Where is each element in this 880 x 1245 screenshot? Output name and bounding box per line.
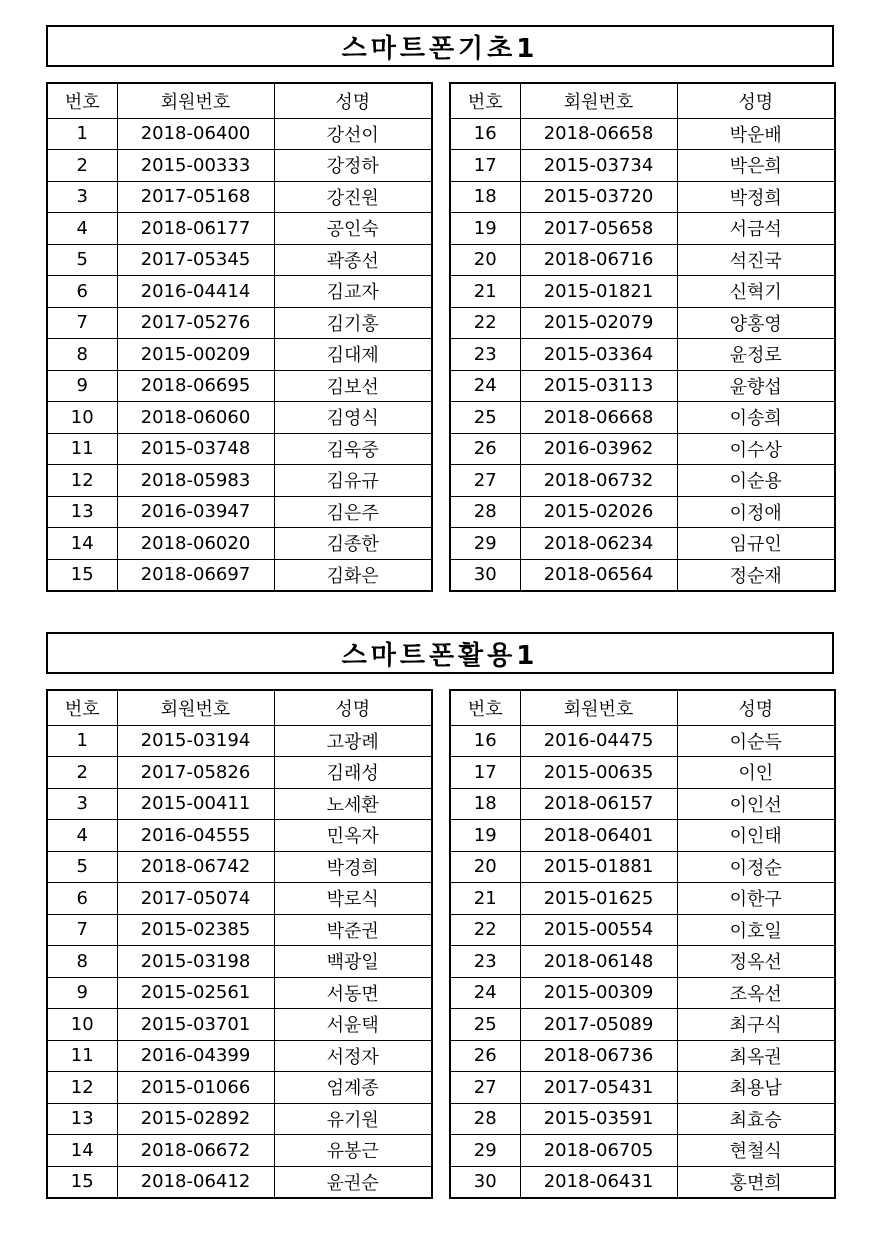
cell-member-id: 2017-05074: [117, 883, 274, 915]
cell-name: 이수상: [677, 433, 835, 465]
cell-name: 최옥권: [677, 1040, 835, 1072]
table-row: [47, 725, 432, 757]
cell-member-id: 2018-06157: [520, 788, 677, 820]
table-row: [47, 851, 432, 883]
cell-name: 이순득: [677, 725, 835, 757]
cell-name: 김종한: [274, 528, 432, 560]
table-row: [47, 1009, 432, 1041]
table-row: [450, 244, 835, 276]
cell-member-id: 2018-06658: [520, 118, 677, 150]
cell-member-id: 2015-02026: [520, 496, 677, 528]
header-name: 성명: [274, 83, 432, 118]
cell-member-id: 2015-03720: [520, 181, 677, 213]
table-row: [47, 465, 432, 497]
cell-member-id: 2018-06401: [520, 820, 677, 852]
cell-name: 노세환: [274, 788, 432, 820]
cell-member-id: 2017-05089: [520, 1009, 677, 1041]
cell-number: 12: [47, 1072, 117, 1104]
cell-number: 12: [47, 465, 117, 497]
cell-member-id: 2018-06020: [117, 528, 274, 560]
header-number: 번호: [47, 690, 117, 725]
cell-number: 2: [47, 150, 117, 182]
cell-member-id: 2018-06431: [520, 1166, 677, 1198]
cell-number: 14: [47, 528, 117, 560]
cell-member-id: 2018-06705: [520, 1135, 677, 1167]
cell-member-id: 2018-06564: [520, 559, 677, 591]
cell-number: 28: [450, 496, 520, 528]
cell-number: 19: [450, 213, 520, 245]
table-row: [47, 946, 432, 978]
table-row: [47, 433, 432, 465]
cell-name: 최구식: [677, 1009, 835, 1041]
cell-number: 30: [450, 1166, 520, 1198]
cell-member-id: 2018-06668: [520, 402, 677, 434]
cell-number: 4: [47, 213, 117, 245]
table-row: [450, 118, 835, 150]
table-row: [47, 914, 432, 946]
cell-number: 10: [47, 402, 117, 434]
cell-member-id: 2017-05168: [117, 181, 274, 213]
cell-member-id: 2015-03701: [117, 1009, 274, 1041]
table-row: [450, 213, 835, 245]
cell-name: 강선이: [274, 118, 432, 150]
table-row: [47, 339, 432, 371]
table-row: [47, 977, 432, 1009]
cell-name: 임규인: [677, 528, 835, 560]
table-row: [450, 1040, 835, 1072]
cell-name: 곽종선: [274, 244, 432, 276]
cell-number: 15: [47, 1166, 117, 1198]
cell-member-id: 2015-02385: [117, 914, 274, 946]
cell-name: 서정자: [274, 1040, 432, 1072]
roster-table-left: [46, 689, 433, 1199]
header-member-id: 회원번호: [520, 83, 677, 118]
cell-number: 11: [47, 433, 117, 465]
table-header-row: [450, 690, 835, 725]
cell-member-id: 2015-03748: [117, 433, 274, 465]
cell-number: 22: [450, 914, 520, 946]
cell-name: 김유규: [274, 465, 432, 497]
cell-name: 고광례: [274, 725, 432, 757]
header-member-id: 회원번호: [520, 690, 677, 725]
cell-number: 8: [47, 339, 117, 371]
cell-name: 이송희: [677, 402, 835, 434]
cell-member-id: 2015-01881: [520, 851, 677, 883]
table-row: [450, 370, 835, 402]
header-member-id: 회원번호: [117, 690, 274, 725]
cell-name: 정순재: [677, 559, 835, 591]
cell-name: 김교자: [274, 276, 432, 308]
cell-number: 21: [450, 883, 520, 915]
cell-number: 9: [47, 977, 117, 1009]
header-number: 번호: [450, 83, 520, 118]
cell-number: 29: [450, 528, 520, 560]
table-header-row: [47, 690, 432, 725]
cell-name: 이인선: [677, 788, 835, 820]
cell-member-id: 2015-03734: [520, 150, 677, 182]
cell-number: 27: [450, 465, 520, 497]
cell-member-id: 2015-03198: [117, 946, 274, 978]
roster-tables: [46, 689, 834, 1199]
cell-member-id: 2018-06234: [520, 528, 677, 560]
cell-member-id: 2015-02079: [520, 307, 677, 339]
cell-number: 17: [450, 150, 520, 182]
table-row: [47, 213, 432, 245]
table-row: [450, 725, 835, 757]
cell-name: 서윤택: [274, 1009, 432, 1041]
roster-table-right: [449, 82, 836, 592]
cell-member-id: 2015-01625: [520, 883, 677, 915]
cell-name: 서금석: [677, 213, 835, 245]
cell-number: 15: [47, 559, 117, 591]
table-row: [450, 1072, 835, 1104]
table-row: [47, 496, 432, 528]
cell-member-id: 2018-06400: [117, 118, 274, 150]
cell-member-id: 2018-06148: [520, 946, 677, 978]
table-row: [47, 757, 432, 789]
cell-member-id: 2015-03113: [520, 370, 677, 402]
cell-name: 이인: [677, 757, 835, 789]
table-row: [47, 276, 432, 308]
table-row: [450, 820, 835, 852]
cell-number: 22: [450, 307, 520, 339]
header-number: 번호: [450, 690, 520, 725]
cell-number: 6: [47, 883, 117, 915]
cell-name: 서동면: [274, 977, 432, 1009]
table-row: [47, 528, 432, 560]
cell-member-id: 2018-06742: [117, 851, 274, 883]
cell-name: 이호일: [677, 914, 835, 946]
header-name: 성명: [677, 83, 835, 118]
cell-name: 윤권순: [274, 1166, 432, 1198]
table-row: [47, 150, 432, 182]
cell-member-id: 2018-05983: [117, 465, 274, 497]
cell-name: 최효승: [677, 1103, 835, 1135]
table-row: [450, 977, 835, 1009]
cell-member-id: 2017-05345: [117, 244, 274, 276]
table-header-row: [47, 83, 432, 118]
table-row: [450, 559, 835, 591]
table-row: [450, 914, 835, 946]
table-row: [450, 150, 835, 182]
cell-name: 최용남: [677, 1072, 835, 1104]
class-section-smartphone-basics: [46, 25, 834, 592]
cell-name: 윤향섭: [677, 370, 835, 402]
table-row: [450, 1009, 835, 1041]
cell-member-id: 2015-00554: [520, 914, 677, 946]
cell-number: 1: [47, 118, 117, 150]
table-row: [47, 1166, 432, 1198]
table-row: [450, 946, 835, 978]
cell-member-id: 2016-04475: [520, 725, 677, 757]
table-row: [47, 1072, 432, 1104]
cell-name: 강정하: [274, 150, 432, 182]
cell-number: 19: [450, 820, 520, 852]
cell-number: 20: [450, 851, 520, 883]
cell-name: 박로식: [274, 883, 432, 915]
roster-table-left: [46, 82, 433, 592]
cell-number: 13: [47, 496, 117, 528]
cell-number: 21: [450, 276, 520, 308]
table-row: [47, 820, 432, 852]
cell-number: 6: [47, 276, 117, 308]
roster-tables: [46, 82, 834, 592]
cell-number: 16: [450, 725, 520, 757]
cell-member-id: 2015-02561: [117, 977, 274, 1009]
cell-name: 공인숙: [274, 213, 432, 245]
section-title: 스마트폰기초1: [46, 25, 834, 67]
cell-number: 24: [450, 370, 520, 402]
table-row: [47, 559, 432, 591]
cell-member-id: 2016-03947: [117, 496, 274, 528]
cell-name: 김보선: [274, 370, 432, 402]
cell-number: 28: [450, 1103, 520, 1135]
table-row: [450, 757, 835, 789]
cell-member-id: 2018-06672: [117, 1135, 274, 1167]
class-section-smartphone-usage: [46, 632, 834, 1199]
table-row: [450, 433, 835, 465]
table-row: [47, 1135, 432, 1167]
cell-member-id: 2018-06177: [117, 213, 274, 245]
cell-member-id: 2018-06060: [117, 402, 274, 434]
table-row: [450, 465, 835, 497]
table-row: [450, 1135, 835, 1167]
cell-name: 박경희: [274, 851, 432, 883]
cell-member-id: 2016-04555: [117, 820, 274, 852]
table-row: [47, 402, 432, 434]
table-row: [450, 339, 835, 371]
cell-member-id: 2018-06695: [117, 370, 274, 402]
cell-member-id: 2015-02892: [117, 1103, 274, 1135]
table-row: [47, 118, 432, 150]
cell-name: 엄계종: [274, 1072, 432, 1104]
table-row: [450, 528, 835, 560]
header-name: 성명: [677, 690, 835, 725]
cell-member-id: 2018-06697: [117, 559, 274, 591]
header-name: 성명: [274, 690, 432, 725]
table-row: [450, 276, 835, 308]
cell-number: 5: [47, 851, 117, 883]
cell-number: 18: [450, 181, 520, 213]
table-row: [450, 1103, 835, 1135]
cell-member-id: 2016-04414: [117, 276, 274, 308]
cell-member-id: 2018-06736: [520, 1040, 677, 1072]
cell-name: 양홍영: [677, 307, 835, 339]
table-row: [47, 307, 432, 339]
cell-member-id: 2015-00309: [520, 977, 677, 1009]
cell-member-id: 2015-00333: [117, 150, 274, 182]
cell-member-id: 2016-04399: [117, 1040, 274, 1072]
cell-member-id: 2015-01821: [520, 276, 677, 308]
cell-member-id: 2015-00635: [520, 757, 677, 789]
cell-number: 8: [47, 946, 117, 978]
table-row: [450, 851, 835, 883]
cell-name: 신혁기: [677, 276, 835, 308]
cell-name: 이순용: [677, 465, 835, 497]
cell-name: 김대제: [274, 339, 432, 371]
table-row: [450, 1166, 835, 1198]
table-row: [47, 244, 432, 276]
cell-number: 25: [450, 402, 520, 434]
cell-member-id: 2018-06412: [117, 1166, 274, 1198]
cell-number: 25: [450, 1009, 520, 1041]
cell-number: 20: [450, 244, 520, 276]
cell-name: 현철식: [677, 1135, 835, 1167]
header-member-id: 회원번호: [117, 83, 274, 118]
table-row: [450, 181, 835, 213]
cell-name: 석진국: [677, 244, 835, 276]
cell-name: 백광일: [274, 946, 432, 978]
cell-name: 김래성: [274, 757, 432, 789]
table-row: [47, 1103, 432, 1135]
cell-number: 9: [47, 370, 117, 402]
table-row: [450, 307, 835, 339]
cell-member-id: 2018-06716: [520, 244, 677, 276]
cell-name: 윤정로: [677, 339, 835, 371]
cell-number: 17: [450, 757, 520, 789]
header-number: 번호: [47, 83, 117, 118]
cell-member-id: 2015-00209: [117, 339, 274, 371]
roster-table-right: [449, 689, 836, 1199]
cell-number: 23: [450, 946, 520, 978]
table-row: [47, 788, 432, 820]
cell-number: 7: [47, 307, 117, 339]
cell-name: 김화은: [274, 559, 432, 591]
cell-member-id: 2018-06732: [520, 465, 677, 497]
cell-name: 유기원: [274, 1103, 432, 1135]
cell-name: 이정애: [677, 496, 835, 528]
cell-name: 유봉근: [274, 1135, 432, 1167]
table-row: [47, 883, 432, 915]
cell-name: 김기홍: [274, 307, 432, 339]
table-header-row: [450, 83, 835, 118]
section-title: 스마트폰활용1: [46, 632, 834, 674]
table-row: [450, 402, 835, 434]
cell-number: 1: [47, 725, 117, 757]
cell-member-id: 2016-03962: [520, 433, 677, 465]
cell-name: 강진원: [274, 181, 432, 213]
cell-number: 24: [450, 977, 520, 1009]
table-row: [450, 788, 835, 820]
cell-number: 29: [450, 1135, 520, 1167]
cell-member-id: 2017-05276: [117, 307, 274, 339]
cell-number: 23: [450, 339, 520, 371]
cell-member-id: 2015-00411: [117, 788, 274, 820]
cell-name: 조옥선: [677, 977, 835, 1009]
table-row: [450, 883, 835, 915]
cell-member-id: 2017-05431: [520, 1072, 677, 1104]
cell-member-id: 2017-05658: [520, 213, 677, 245]
table-row: [450, 496, 835, 528]
cell-number: 18: [450, 788, 520, 820]
cell-member-id: 2015-03364: [520, 339, 677, 371]
cell-name: 박운배: [677, 118, 835, 150]
table-row: [47, 1040, 432, 1072]
cell-member-id: 2017-05826: [117, 757, 274, 789]
cell-name: 김영식: [274, 402, 432, 434]
cell-name: 이정순: [677, 851, 835, 883]
cell-number: 7: [47, 914, 117, 946]
cell-name: 박준권: [274, 914, 432, 946]
cell-number: 14: [47, 1135, 117, 1167]
cell-name: 정옥선: [677, 946, 835, 978]
cell-number: 11: [47, 1040, 117, 1072]
table-row: [47, 370, 432, 402]
cell-number: 4: [47, 820, 117, 852]
cell-name: 이한구: [677, 883, 835, 915]
cell-number: 13: [47, 1103, 117, 1135]
cell-name: 김은주: [274, 496, 432, 528]
cell-name: 홍면희: [677, 1166, 835, 1198]
cell-number: 30: [450, 559, 520, 591]
cell-number: 26: [450, 433, 520, 465]
cell-number: 5: [47, 244, 117, 276]
cell-number: 27: [450, 1072, 520, 1104]
cell-number: 10: [47, 1009, 117, 1041]
cell-number: 3: [47, 181, 117, 213]
cell-member-id: 2015-03591: [520, 1103, 677, 1135]
cell-name: 이인태: [677, 820, 835, 852]
cell-number: 16: [450, 118, 520, 150]
cell-number: 2: [47, 757, 117, 789]
cell-number: 3: [47, 788, 117, 820]
cell-name: 김욱중: [274, 433, 432, 465]
cell-name: 박은희: [677, 150, 835, 182]
cell-name: 민옥자: [274, 820, 432, 852]
cell-number: 26: [450, 1040, 520, 1072]
table-row: [47, 181, 432, 213]
cell-name: 박정희: [677, 181, 835, 213]
cell-member-id: 2015-01066: [117, 1072, 274, 1104]
cell-member-id: 2015-03194: [117, 725, 274, 757]
